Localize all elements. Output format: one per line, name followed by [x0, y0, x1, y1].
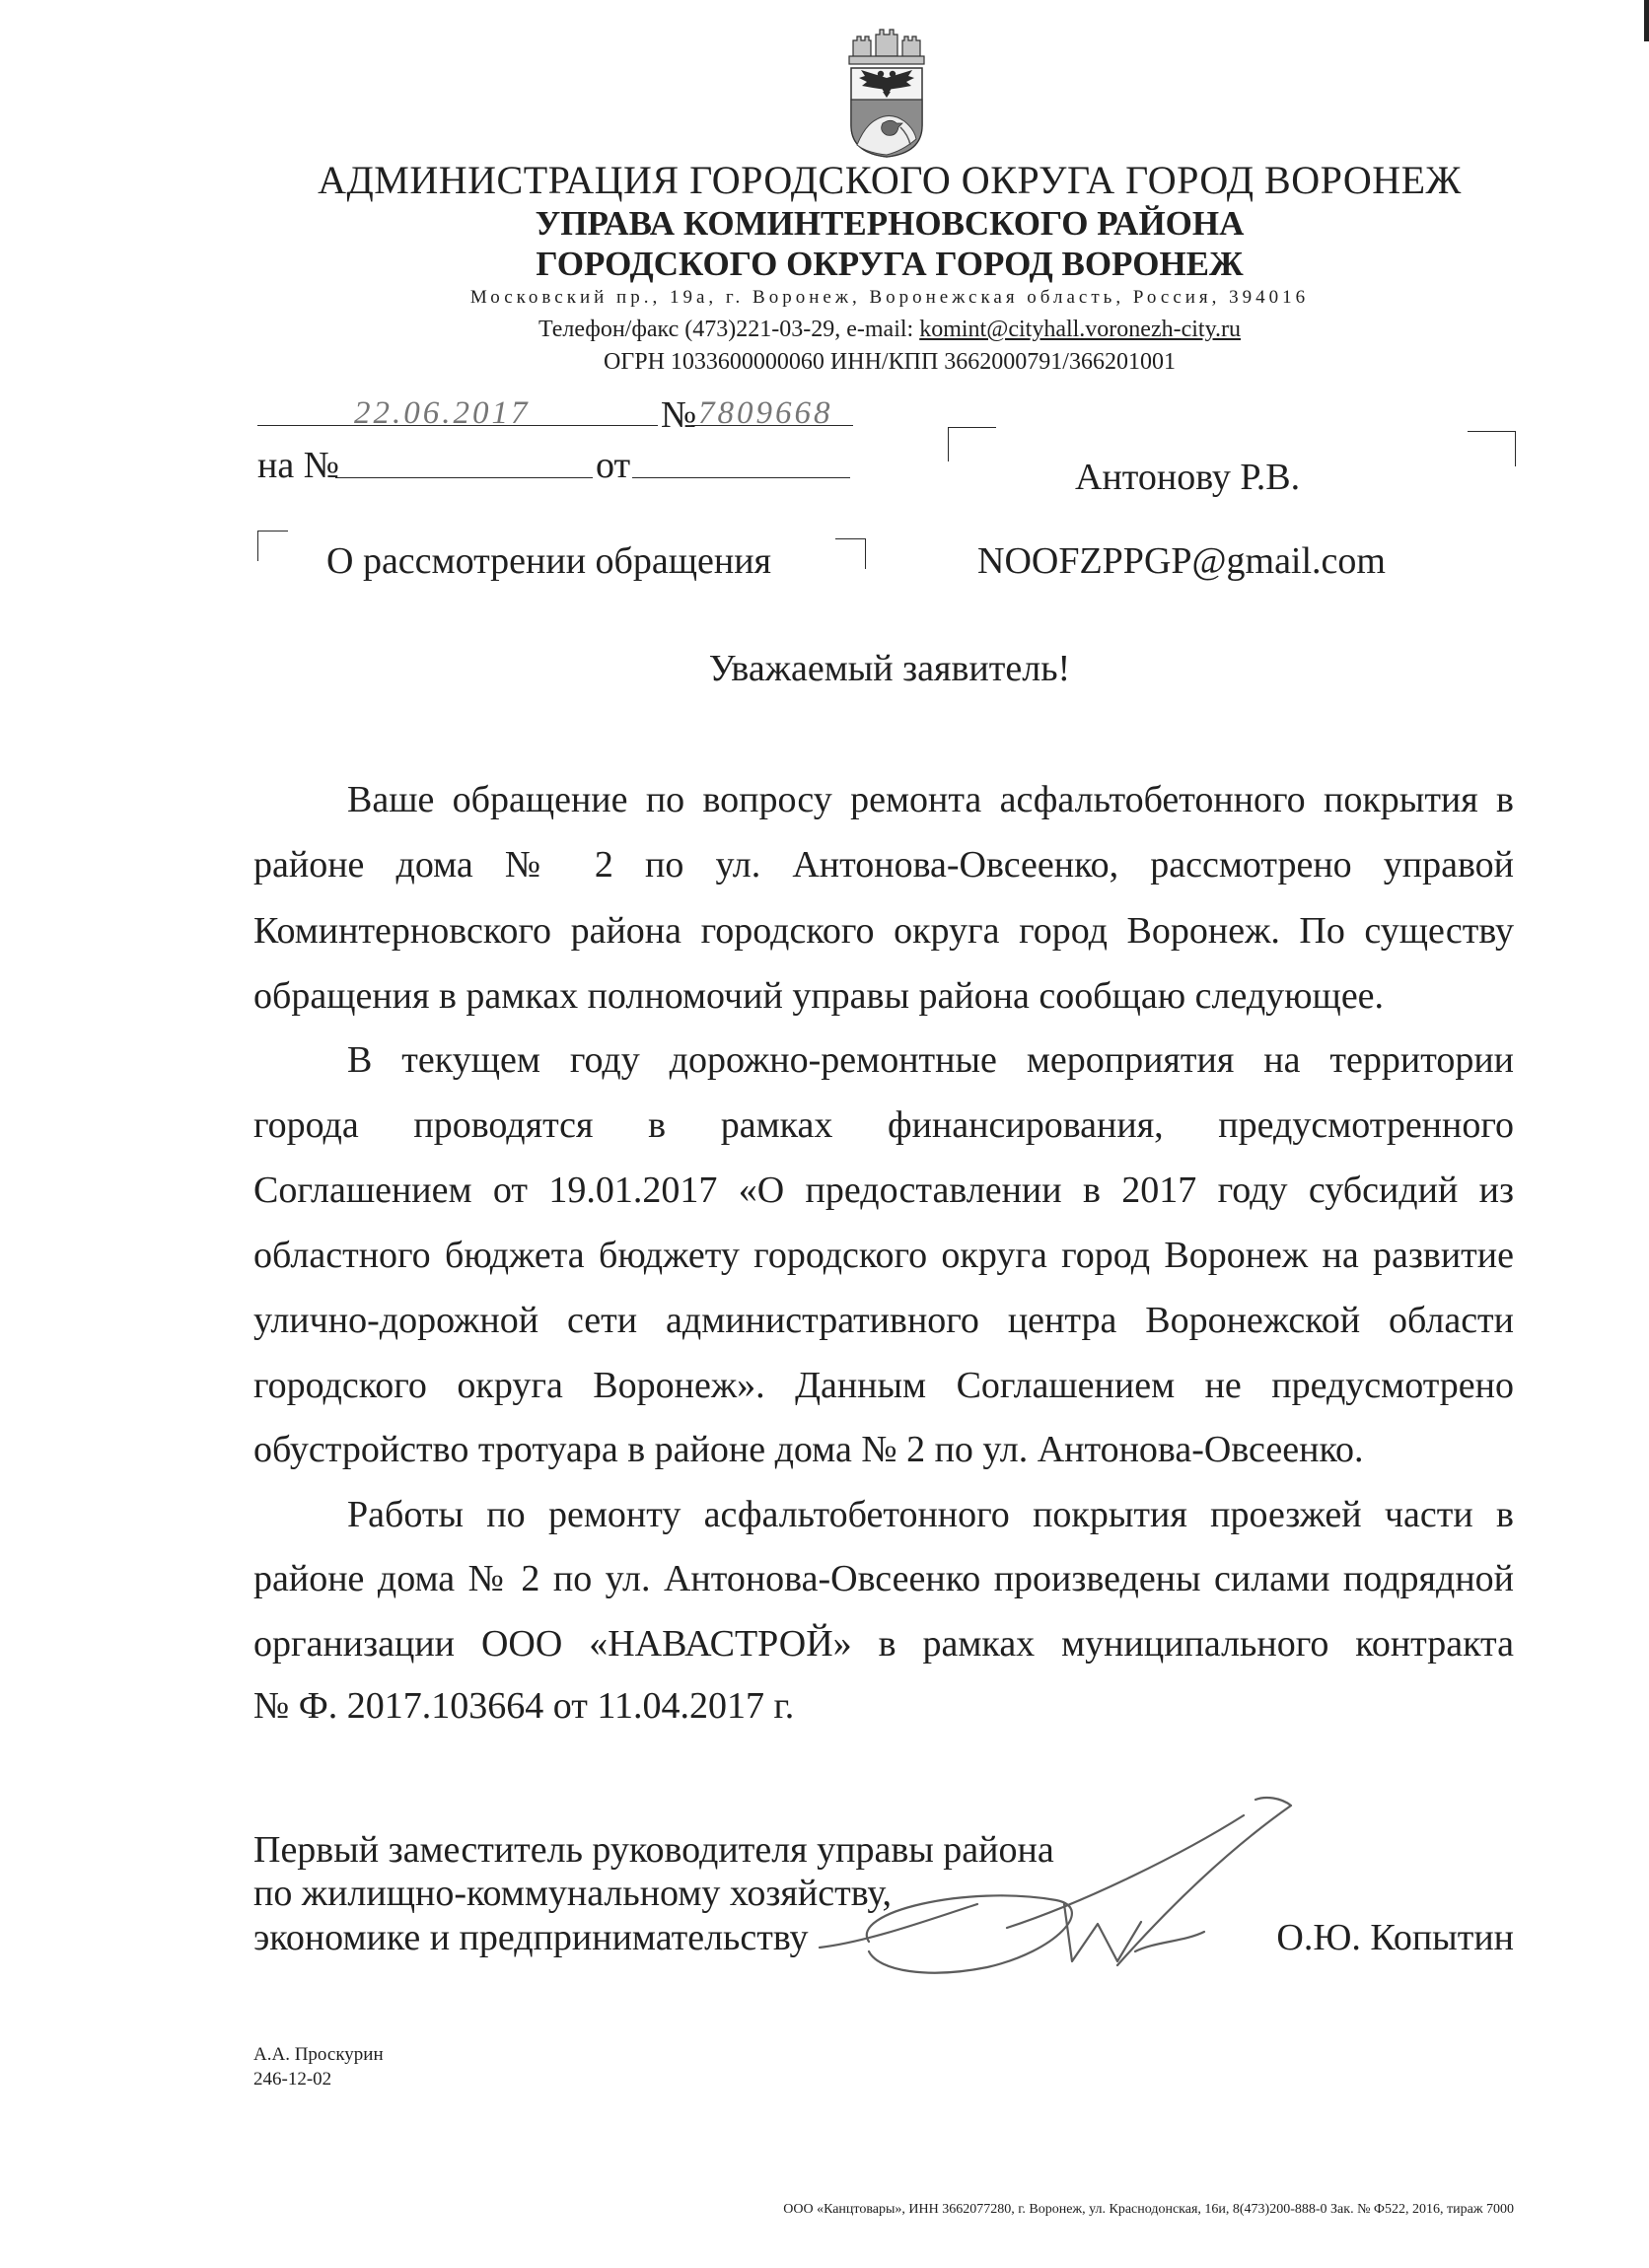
body-line: обустройство тротуара в районе дома № 2 по ул. Антонова-Овсеенко.: [253, 1429, 1364, 1470]
signatory-title-line: экономике и предпринимательству: [253, 1917, 809, 1958]
header-administration: АДМИНИСТРАЦИЯ ГОРОДСКОГО ОКРУГА ГОРОД ВОРОНЕЖ: [318, 158, 1462, 202]
body-line: организации ООО «НАВАСТРОЙ» в рамках муниципального контракта: [253, 1623, 1514, 1665]
outgoing-date: 22.06.2017: [354, 395, 531, 431]
body-line: районе дома № 2 по ул. Антонова-Овсеенко, рассмотрено управой: [253, 844, 1514, 886]
outgoing-number: 7809668: [698, 395, 833, 431]
signatory-title-line: Первый заместитель руководителя управы района: [253, 1829, 1054, 1871]
body-line: № Ф. 2017.103664 от 11.04.2017 г.: [253, 1685, 795, 1727]
subject-corner-right: [835, 538, 866, 569]
header-email: komint@cityhall.voronezh-city.ru: [919, 317, 1242, 342]
addressee-corner-right: [1468, 431, 1516, 466]
body-line: улично-дорожной сети административного центра Воронежской области: [253, 1300, 1514, 1341]
incoming-ref-label: на №: [257, 445, 339, 486]
coat-of-arms-graphic: [843, 29, 930, 159]
body-line: Соглашением от 19.01.2017 «О предоставлении в 2017 году субсидий из: [253, 1169, 1514, 1211]
printer-imprint: ООО «Канцтовары», ИНН 3662077280, г. Воронеж, ул. Краснодонская, 16и, 8(473)200-888-0 Зак. № Ф522, 2016, тираж 7000: [783, 2202, 1514, 2217]
addressee-corner-left: [948, 427, 996, 461]
header-contacts: [130, 315, 1649, 344]
subject-line: О рассмотрении обращения: [326, 540, 772, 582]
signature-scribble: [810, 1794, 1295, 1981]
greeting: Уважаемый заявитель!: [708, 648, 1071, 689]
body-line: Работы по ремонту асфальтобетонного покрытия проезжей части в: [347, 1494, 1514, 1535]
body-line: городского округа Воронеж». Данным Соглашением не предусмотрено: [253, 1365, 1514, 1406]
incoming-from-underline: [632, 477, 850, 478]
incoming-from-label: от: [596, 445, 631, 486]
signatory-name: О.Ю. Копытин: [1276, 1917, 1514, 1958]
incoming-ref-underline: [335, 477, 593, 478]
header-address: Московский пр., 19а, г. Воронеж, Воронежская область, Россия, 394016: [469, 287, 1310, 308]
scan-edge-mark: [1644, 0, 1649, 41]
executor-name: А.А. Проскурин: [253, 2044, 384, 2065]
body-line: города проводятся в рамках финансирования, предусмотренного: [253, 1104, 1514, 1146]
body-line: областного бюджета бюджету городского округа город Воронеж на развитие: [253, 1235, 1514, 1276]
recipient-name: Антонову Р.В.: [1075, 457, 1301, 498]
body-line: районе дома № 2 по ул. Антонова-Овсеенко произведены силами подрядной: [253, 1558, 1514, 1599]
signatory-title-line: по жилищно-коммунальному хозяйству,: [253, 1873, 893, 1914]
header-registry: ОГРН 1033600000060 ИНН/КПП 3662000791/366201001: [604, 349, 1176, 375]
body-line: Коминтерновского района городского округа город Воронеж. По существу: [253, 910, 1514, 952]
coat-of-arms-icon: [843, 29, 930, 159]
outgoing-number-sign: №: [661, 394, 697, 436]
header-district-board: УПРАВА КОМИНТЕРНОВСКОГО РАЙОНА: [535, 204, 1245, 243]
signature: [810, 1794, 1295, 1981]
subject-corner-left: [257, 531, 288, 561]
executor-phone: 246-12-02: [253, 2069, 332, 2090]
body-line: обращения в рамках полномочий управы района сообщаю следующее.: [253, 975, 1385, 1017]
recipient-email: NOOFZPPGP@gmail.com: [977, 540, 1386, 582]
header-city-district: ГОРОДСКОГО ОКРУГА ГОРОД ВОРОНЕЖ: [536, 245, 1244, 283]
header-phone: Телефон/факс (473)221-03-29, e-mail:: [538, 317, 920, 342]
body-line: В текущем году дорожно-ремонтные мероприятия на территории: [347, 1039, 1514, 1081]
body-line: Ваше обращение по вопросу ремонта асфальтобетонного покрытия в: [347, 779, 1514, 820]
